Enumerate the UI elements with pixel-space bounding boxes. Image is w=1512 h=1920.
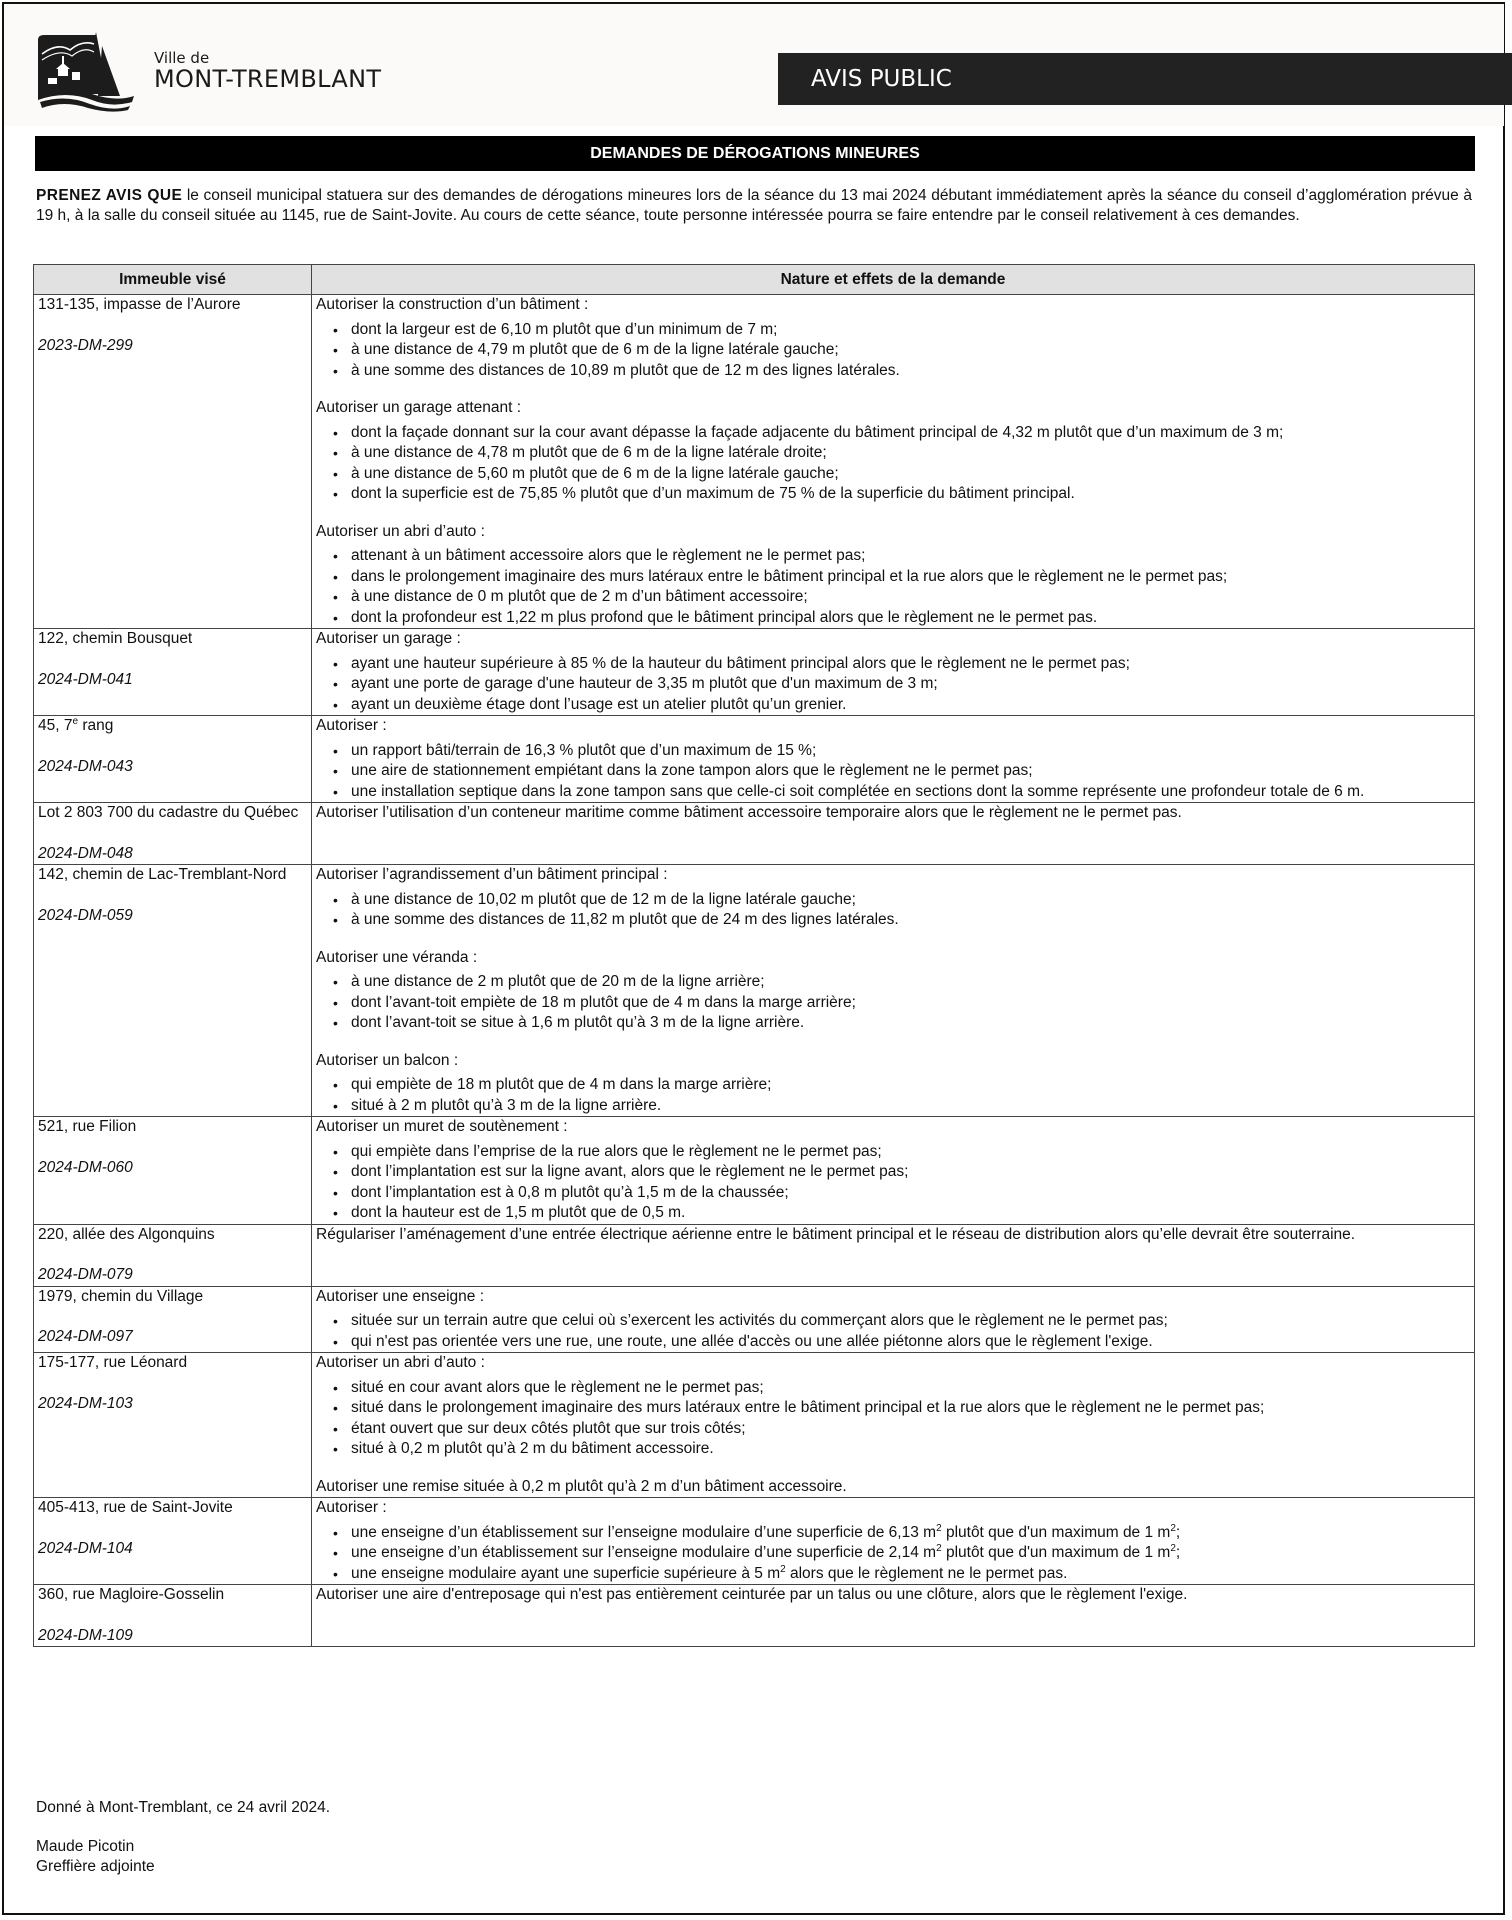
intro-text: le conseil municipal statuera sur des demandes de dérogations mineures lors de la séance du 13 mai 2024 débutant immédiatement après la séance du conseil d’agglomération prévue à 19 h, à la salle du conseil située au 1145, rue de Saint-Jovite. Au cours de cette séance, toute personne intéressée pourra se faire entendre par le conseil relativement à ces demandes. bbox=[36, 187, 1472, 224]
bullet-list bbox=[316, 1142, 1470, 1224]
bullet-item: • à une distance de 2 m plutôt que de 20 m de la ligne arrière; bbox=[351, 972, 1470, 993]
section-intro: Autoriser une enseigne : bbox=[316, 1287, 485, 1305]
bullet-item: • situé dans le prolongement imaginaire des murs latéraux entre le bâtiment principal et la rue alors que le règlement ne le permet pas; bbox=[351, 1398, 1470, 1419]
request-section bbox=[316, 865, 1470, 931]
table-row bbox=[34, 865, 1475, 1117]
table-row bbox=[34, 803, 1475, 865]
bullet-list bbox=[316, 320, 1470, 382]
property-cell bbox=[34, 1224, 312, 1286]
section-intro: Autoriser un garage : bbox=[316, 630, 461, 647]
request-section bbox=[316, 803, 1470, 824]
table-row bbox=[34, 716, 1475, 803]
request-cell bbox=[312, 865, 1475, 1117]
bullet-item: • ayant une porte de garage d'une hauteur de 3,35 m plutôt que d'un maximum de 3 m; bbox=[351, 674, 1470, 695]
case-number: 2024-DM-079 bbox=[38, 1266, 133, 1283]
request-cell bbox=[312, 1117, 1475, 1225]
superscript-2: 2 bbox=[1170, 1522, 1176, 1534]
footer bbox=[36, 1798, 330, 1877]
request-section bbox=[316, 1287, 1470, 1353]
superscript-2: 2 bbox=[936, 1542, 942, 1554]
case-number: 2024-DM-048 bbox=[38, 844, 133, 862]
request-section bbox=[316, 629, 1470, 715]
bullet-list bbox=[316, 1311, 1470, 1352]
property-cell bbox=[34, 629, 312, 716]
bullet-item: • qui empiète de 18 m plutôt que de 4 m dans la marge arrière; bbox=[351, 1075, 1470, 1096]
bullet-item: • ayant une hauteur supérieure à 85 % de la hauteur du bâtiment principal alors que le règlement ne le permet pas; bbox=[351, 654, 1470, 675]
superscript-2: 2 bbox=[936, 1522, 942, 1534]
bullet-list bbox=[316, 1075, 1470, 1116]
property-address bbox=[38, 295, 307, 316]
section-intro: Autoriser l’agrandissement d’un bâtiment principal : bbox=[316, 866, 668, 883]
section-intro: Autoriser la construction d’un bâtiment : bbox=[316, 296, 589, 313]
request-cell bbox=[312, 1353, 1475, 1498]
address-text: 521, rue Filion bbox=[38, 1118, 137, 1135]
bullet-item: • dont la profondeur est 1,22 m plus profond que le bâtiment principal alors que le règlement ne le permet pas. bbox=[351, 608, 1470, 629]
bullet-list bbox=[316, 972, 1470, 1034]
section-intro: Autoriser l’utilisation d’un conteneur maritime comme bâtiment accessoire temporaire alors que le règlement ne le permet pas. bbox=[316, 804, 1182, 821]
bullet-item: • dont la hauteur est de 1,5 m plutôt que de 0,5 m. bbox=[351, 1203, 1470, 1224]
intro-paragraph bbox=[36, 186, 1472, 225]
section-intro: Autoriser un abri d’auto : bbox=[316, 522, 485, 540]
bullet-item: • situé à 2 m plutôt qu’à 3 m de la ligne arrière. bbox=[351, 1096, 1470, 1117]
request-section bbox=[316, 1225, 1470, 1246]
address-text: 142, chemin de Lac-Tremblant-Nord bbox=[38, 866, 287, 883]
bullet-item: • à une somme des distances de 11,82 m plutôt que de 24 m des lignes latérales. bbox=[351, 910, 1470, 931]
case-number: 2024-DM-043 bbox=[38, 757, 133, 775]
bullet-item: • attenant à un bâtiment accessoire alors que le règlement ne le permet pas; bbox=[351, 546, 1470, 567]
request-section bbox=[316, 522, 1470, 629]
request-section bbox=[316, 948, 1470, 1034]
address-text: 45, 7 bbox=[38, 717, 73, 734]
property-address bbox=[38, 629, 307, 650]
property-address bbox=[38, 865, 307, 886]
property-cell bbox=[34, 1286, 312, 1353]
request-section bbox=[316, 1498, 1470, 1584]
bullet-list bbox=[316, 890, 1470, 931]
case-number: 2024-DM-103 bbox=[38, 1394, 133, 1412]
bullet-item: • dont la largeur est de 6,10 m plutôt que d’un minimum de 7 m; bbox=[351, 320, 1470, 341]
request-cell bbox=[312, 1498, 1475, 1585]
case-number: 2024-DM-097 bbox=[38, 1328, 133, 1345]
property-address bbox=[38, 1117, 307, 1138]
property-cell bbox=[34, 1498, 312, 1585]
section-intro: Autoriser : bbox=[316, 1499, 387, 1516]
section-intro: Autoriser une remise située à 0,2 m plutôt qu’à 2 m d’un bâtiment accessoire. bbox=[316, 1477, 847, 1495]
signatory-title: Greffière adjointe bbox=[36, 1858, 155, 1875]
bullet-item: • à une distance de 4,79 m plutôt que de 6 m de la ligne latérale gauche; bbox=[351, 340, 1470, 361]
table-row bbox=[34, 1585, 1475, 1647]
property-address bbox=[38, 803, 307, 824]
bullet-item: • dont l’implantation est sur la ligne avant, alors que le règlement ne le permet pas; bbox=[351, 1162, 1470, 1183]
bullet-item: • une installation septique dans la zone tampon sans que celle-ci soit complétée en sections dont la somme représente une profondeur totale de 6 m. bbox=[351, 782, 1470, 803]
bullet-item: • à une distance de 4,78 m plutôt que de 6 m de la ligne latérale droite; bbox=[351, 443, 1470, 464]
table-header-row bbox=[34, 265, 1475, 295]
section-intro: Autoriser une aire d'entreposage qui n'est pas entièrement ceinturée par un talus ou une clôture, alors que le règlement l'exige. bbox=[316, 1586, 1188, 1603]
table-row bbox=[34, 1117, 1475, 1225]
property-address bbox=[38, 716, 307, 737]
property-cell bbox=[34, 865, 312, 1117]
bullet-item: • dont l’avant-toit empiète de 18 m plutôt que de 4 m dans la marge arrière; bbox=[351, 993, 1470, 1014]
bullet-item: • ayant un deuxième étage dont l’usage est un atelier plutôt qu’un grenier. bbox=[351, 695, 1470, 716]
address-text: 122, chemin Bousquet bbox=[38, 630, 193, 647]
section-intro: Autoriser un muret de soutènement : bbox=[316, 1118, 568, 1135]
table-row bbox=[34, 1498, 1475, 1585]
bullet-item: • dont la façade donnant sur la cour avant dépasse la façade adjacente du bâtiment principal de 4,32 m plutôt que d’un maximum de 3 m; bbox=[351, 423, 1470, 444]
bullet-item: • qui empiète dans l’emprise de la rue alors que le règlement ne le permet pas; bbox=[351, 1142, 1470, 1163]
bullet-item: • qui n'est pas orientée vers une rue, une route, une allée d'accès ou une allée piétonne alors que le règlement l'exige. bbox=[351, 1332, 1470, 1353]
city-logo-icon bbox=[36, 32, 140, 112]
bullet-item: • dont l’avant-toit se situe à 1,6 m plutôt qu’à 3 m de la ligne arrière. bbox=[351, 1013, 1470, 1034]
request-section bbox=[316, 716, 1470, 802]
superscript-2: 2 bbox=[780, 1563, 786, 1575]
address-superscript: e bbox=[72, 715, 79, 727]
request-section bbox=[316, 1477, 1470, 1498]
request-cell bbox=[312, 1224, 1475, 1286]
property-cell bbox=[34, 1117, 312, 1225]
request-cell bbox=[312, 803, 1475, 865]
section-intro: Régulariser l’aménagement d’une entrée électrique aérienne entre le bâtiment principal et le réseau de distribution alors qu’elle devrait être souterraine. bbox=[316, 1225, 1356, 1243]
property-address bbox=[38, 1585, 307, 1606]
property-address bbox=[38, 1353, 307, 1374]
request-section bbox=[316, 295, 1470, 381]
bullet-list bbox=[316, 654, 1470, 716]
bullet-item: • à une somme des distances de 10,89 m plutôt que de 12 m des lignes latérales. bbox=[351, 361, 1470, 382]
section-intro: Autoriser un garage attenant : bbox=[316, 399, 522, 416]
bullet-item: • une enseigne d’un établissement sur l’enseigne modulaire d’une superficie de 6,13 $m^2$ plutôt que d'un maximum de 1 $m^2$; bbox=[351, 1523, 1470, 1544]
bullet-item: • situé à 0,2 m plutôt qu’à 2 m du bâtiment accessoire. bbox=[351, 1439, 1470, 1460]
bullet-list bbox=[316, 1523, 1470, 1585]
request-cell bbox=[312, 1286, 1475, 1353]
bullet-item: • à une distance de 10,02 m plutôt que de 12 m de la ligne latérale gauche; bbox=[351, 890, 1470, 911]
column-header-nature: Nature et effets de la demande bbox=[312, 265, 1475, 295]
bullet-item: • une enseigne modulaire ayant une superficie supérieure à 5 $m^2$ alors que le règlement ne le permet pas. bbox=[351, 1564, 1470, 1585]
address-text: 175-177, rue Léonard bbox=[38, 1354, 188, 1371]
table-row bbox=[34, 1353, 1475, 1498]
bullet-item: • une enseigne d’un établissement sur l’enseigne modulaire d’une superficie de 2,14 $m^2$ plutôt que d'un maximum de 1 $m^2$; bbox=[351, 1543, 1470, 1564]
request-section bbox=[316, 1117, 1470, 1224]
address-text: 131-135, impasse de l’Aurore bbox=[38, 296, 241, 313]
requests-table bbox=[33, 264, 1475, 1647]
request-cell bbox=[312, 716, 1475, 803]
property-address bbox=[38, 1287, 307, 1308]
given-at-line: Donné à Mont-Tremblant, ce 24 avril 2024. bbox=[36, 1799, 331, 1816]
case-number: 2024-DM-104 bbox=[38, 1539, 133, 1557]
table-row bbox=[34, 629, 1475, 716]
bullet-list bbox=[316, 1378, 1470, 1460]
superscript-2: 2 bbox=[1170, 1542, 1176, 1554]
table-row bbox=[34, 1224, 1475, 1286]
request-section bbox=[316, 398, 1470, 505]
property-cell bbox=[34, 1585, 312, 1647]
address-text: 360, rue Magloire-Gosselin bbox=[38, 1586, 225, 1603]
request-cell bbox=[312, 295, 1475, 629]
bullet-list bbox=[316, 546, 1470, 628]
table-row bbox=[34, 1286, 1475, 1353]
bullet-item: • étant ouvert que sur deux côtés plutôt que sur trois côtés; bbox=[351, 1419, 1470, 1440]
table-row bbox=[34, 295, 1475, 629]
section-intro: Autoriser une véranda : bbox=[316, 948, 478, 966]
bullet-list bbox=[316, 741, 1470, 803]
bullet-item: • dont l’implantation est à 0,8 m plutôt qu’à 1,5 m de la chaussée; bbox=[351, 1183, 1470, 1204]
bullet-item: • dont la superficie est de 75,85 % plutôt que d’un maximum de 75 % de la superficie du bâtiment principal. bbox=[351, 484, 1470, 505]
request-cell bbox=[312, 629, 1475, 716]
bullet-item: • située sur un terrain autre que celui où s’exercent les activités du commerçant alors que le règlement ne le permet pas; bbox=[351, 1311, 1470, 1332]
case-number: 2024-DM-041 bbox=[38, 670, 133, 688]
case-number: 2024-DM-059 bbox=[38, 906, 133, 924]
case-number: 2024-DM-060 bbox=[38, 1158, 133, 1176]
bullet-list bbox=[316, 423, 1470, 505]
case-number: 2023-DM-299 bbox=[38, 336, 133, 354]
city-name: MONT-TREMBLANT bbox=[154, 65, 382, 93]
property-cell bbox=[34, 803, 312, 865]
intro-lead: PRENEZ AVIS QUE bbox=[36, 187, 183, 204]
bullet-item: • à une distance de 5,60 m plutôt que de 6 m de la ligne latérale gauche; bbox=[351, 464, 1470, 485]
request-cell bbox=[312, 1585, 1475, 1647]
property-cell bbox=[34, 295, 312, 629]
bullet-item: • dans le prolongement imaginaire des murs latéraux entre le bâtiment principal et la rue alors que le règlement ne le permet pas; bbox=[351, 567, 1470, 588]
address-text: 1979, chemin du Village bbox=[38, 1287, 204, 1305]
signatory-name: Maude Picotin bbox=[36, 1838, 135, 1855]
document-title: DEMANDES DE DÉROGATIONS MINEURES bbox=[35, 136, 1475, 171]
case-number: 2024-DM-109 bbox=[38, 1626, 133, 1644]
property-cell bbox=[34, 716, 312, 803]
address-text: Lot 2 803 700 du cadastre du Québec bbox=[38, 804, 299, 821]
address-text-after: rang bbox=[78, 717, 114, 734]
property-address bbox=[38, 1225, 307, 1246]
address-text: 220, allée des Algonquins bbox=[38, 1225, 215, 1243]
notice-type-banner: AVIS PUBLIC bbox=[778, 53, 1512, 105]
section-intro: Autoriser un balcon : bbox=[316, 1051, 459, 1069]
request-section bbox=[316, 1051, 1470, 1117]
property-address bbox=[38, 1498, 307, 1519]
column-header-property: Immeuble visé bbox=[34, 265, 312, 295]
property-cell bbox=[34, 1353, 312, 1498]
bullet-item: • à une distance de 0 m plutôt que de 2 m d’un bâtiment accessoire; bbox=[351, 587, 1470, 608]
bullet-item: • situé en cour avant alors que le règlement ne le permet pas; bbox=[351, 1378, 1470, 1399]
section-intro: Autoriser : bbox=[316, 717, 387, 734]
city-prefix: Ville de bbox=[154, 49, 210, 67]
section-intro: Autoriser un abri d’auto : bbox=[316, 1354, 485, 1371]
bullet-item: • un rapport bâti/terrain de 16,3 % plutôt que d’un maximum de 15 %; bbox=[351, 741, 1470, 762]
address-text: 405-413, rue de Saint-Jovite bbox=[38, 1499, 233, 1516]
bullet-item: • une aire de stationnement empiétant dans la zone tampon alors que le règlement ne le permet pas; bbox=[351, 761, 1470, 782]
request-section bbox=[316, 1353, 1470, 1460]
request-section bbox=[316, 1585, 1470, 1606]
city-wordmark bbox=[154, 50, 381, 92]
